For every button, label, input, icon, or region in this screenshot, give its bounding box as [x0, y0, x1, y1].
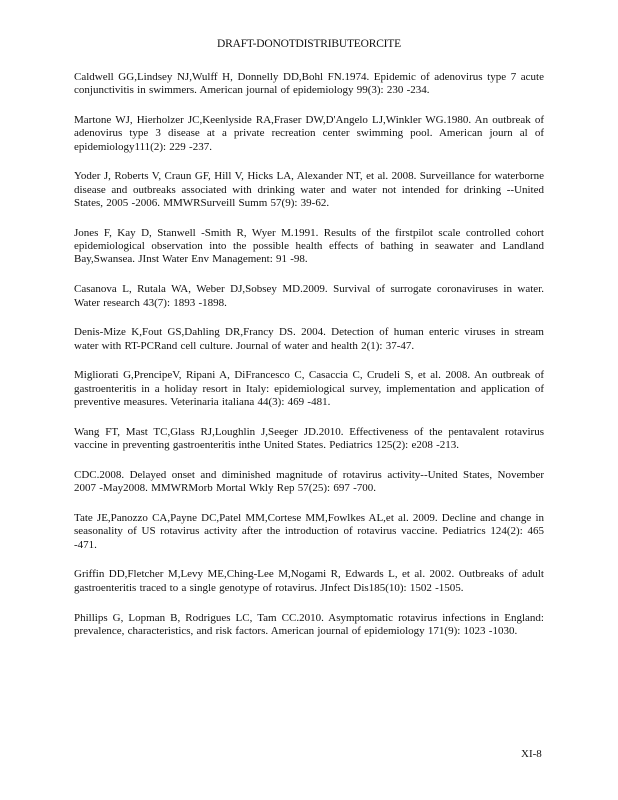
page-number: XI-8: [521, 748, 542, 760]
reference-entry: Casanova L, Rutala WA, Weber DJ,Sobsey MD.2009. Survival of surrogate coronaviruses in water. Water research 43(7): 1893 -1898.: [74, 283, 544, 309]
reference-entry: Tate JE,Panozzo CA,Payne DC,Patel MM,Cortese MM,Fowlkes AL,et al. 2009. Decline and change in seasonality of US rotavirus activity after the introduction of rotavirus vaccine. Pediatrics 124(2): 465 -471.: [74, 512, 544, 551]
reference-entry: Griffin DD,Fletcher M,Levy ME,Ching-Lee M,Nogami R, Edwards L, et al. 2002. Outbreaks of adult gastroenteritis traced to a single genotype of rotavirus. JInfect Dis185(10): 1502 -1505.: [74, 568, 544, 594]
reference-entry: Caldwell GG,Lindsey NJ,Wulff H, Donnelly DD,Bohl FN.1974. Epidemic of adenovirus type 7 acute conjunctivitis in swimmers. American journal of epidemiology 99(3): 230 -234.: [74, 71, 544, 97]
reference-entry: CDC.2008. Delayed onset and diminished magnitude of rotavirus activity--United States, November 2007 -May2008. MMWRMorb Mortal Wkly Rep 57(25): 697 -700.: [74, 468, 544, 495]
reference-entry: Denis-Mize K,Fout GS,Dahling DR,Francy DS. 2004. Detection of human enteric viruses in stream water with RT-PCRand cell culture. Journal of water and health 2(1): 37-47.: [74, 326, 544, 352]
reference-entry: Martone WJ, Hierholzer JC,Keenlyside RA,Fraser DW,D'Angelo LJ,Winkler WG.1980. An outbreak of adenovirus type 3 disease at a private recreation center swimming pool. American journ al of epidemiology111(2): 229 -237.: [74, 114, 544, 153]
reference-entry: Wang FT, Mast TC,Glass RJ,Loughlin J,Seeger JD.2010. Effectiveness of the pentavalent rotavirus vaccine in preventing gastroenteritis inthe United States. Pediatrics 125(2): e208 -213.: [74, 425, 544, 452]
reference-entry: Jones F, Kay D, Stanwell -Smith R, Wyer M.1991. Results of the firstpilot scale controlled cohort epidemiological observation into the possible health effects of bathing in seawater and Landland Bay,Swansea. JInst Water Env Management: 91 -98.: [74, 226, 544, 266]
reference-entry: Phillips G, Lopman B, Rodrigues LC, Tam CC.2010. Asymptomatic rotavirus infections in England: prevalence, characteristics, and risk factors. American journal of epidemiology 171(9): 1023 -1030.: [74, 611, 544, 637]
reference-list: [74, 71, 544, 655]
reference-entry: Yoder J, Roberts V, Craun GF, Hill V, Hicks LA, Alexander NT, et al. 2008. Surveillance for waterborne disease and outbreaks associated with drinking water and water not intended for drinking --United States, 2005 -2006. MMWRSurveill Summ 57(9): 39-62.: [74, 170, 544, 210]
page-header: DRAFT-DONOTDISTRIBUTEORCITE: [217, 38, 401, 50]
reference-entry: Migliorati G,PrencipeV, Ripani A, DiFrancesco C, Casaccia C, Crudeli S, et al. 2008. An outbreak of gastroenteritis in a holiday resort in Italy: epidemiological survey, implementation and application of preventive measures. Veterinaria italiana 44(3): 469 -481.: [74, 369, 544, 409]
